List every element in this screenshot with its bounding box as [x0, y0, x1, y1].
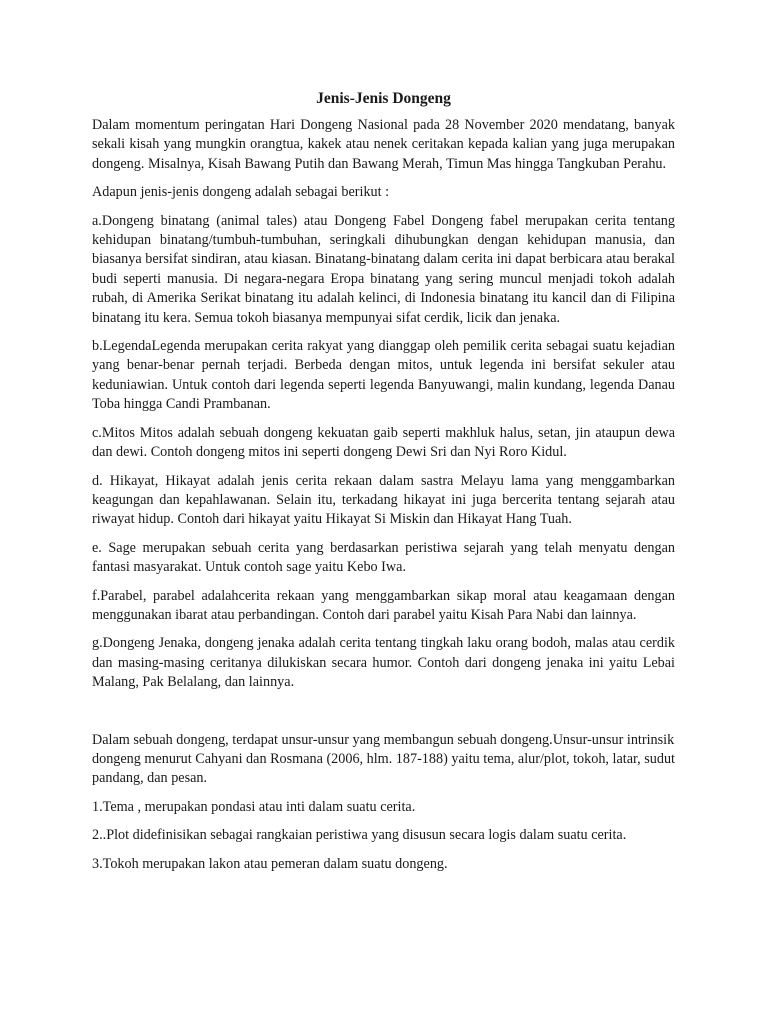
blank-line-spacer [92, 702, 675, 731]
element-item-3: 3.Tokoh merupakan lakon atau pemeran dalam suatu dongeng. [92, 855, 448, 872]
elements-intro-paragraph: Dalam sebuah dongeng, terdapat unsur-unsur yang membangun sebuah dongeng.Unsur-unsur intrinsik dongeng menurut Cahyani dan Rosmana (2006, hlm. 187-188) yaitu tema, alur/plot, tokoh, latar, sudut pandang, dan pesan. [92, 731, 675, 787]
document-title: Jenis-Jenis Dongeng [316, 90, 451, 107]
type-paragraph-c: c.Mitos Mitos adalah sebuah dongeng kekuatan gaib seperti makhluk halus, setan, jin ataupun dewa dan dewi. Contoh dongeng mitos ini seperti dongeng Dewi Sri dan Nyi Roro Kidul. [92, 424, 675, 461]
intro-paragraph: Dalam momentum peringatan Hari Dongeng Nasional pada 28 November 2020 mendatang, banyak sekali kisah yang mungkin orangtua, kakek atau nenek ceritakan kepada kalian yang juga merupakan dongeng. Misalnya, Kisah Bawang Putih dan Bawang Merah, Timun Mas hingga Tangkuban Perahu. [92, 117, 675, 172]
type-paragraph-f: f.Parabel, parabel adalahcerita rekaan yang menggambarkan sikap moral atau keagamaan dengan menggunakan ibarat atau perbandingan. Contoh dari parabel yaitu Kisah Para Nabi dan lainnya. [92, 587, 675, 623]
document-page [92, 88, 675, 883]
types-lead-paragraph: Adapun jenis-jenis dongeng adalah sebagai berikut : [92, 184, 390, 201]
type-paragraph-g: g.Dongeng Jenaka, dongeng jenaka adalah cerita tentang tingkah laku orang bodoh, malas atau cerdik dan masing-masing ceritanya dilukiskan secara humor. Contoh dari dongeng jenaka ini yaitu Lebai Malang, Pak Belalang, dan lainnya. [92, 635, 675, 691]
element-item-1: 1.Tema , merupakan pondasi atau inti dalam suatu cerita. [92, 798, 416, 815]
element-item-2: 2..Plot didefinisikan sebagai rangkaian peristiwa yang disusun secara logis dalam suatu cerita. [92, 827, 627, 844]
type-paragraph-a: a.Dongeng binatang (animal tales) atau Dongeng Fabel Dongeng fabel merupakan cerita tentang kehidupan binatang/tumbuh-tumbuhan, seringkali dihubungkan dengan kehidupan manusia, dan biasanya bersifat sindiran, atau kiasan. Binatang-binatang dalam cerita ini dapat berbicara atau berakal budi seperti manusia. Di negara-negara Eropa binatang yang sering muncul menjadi tokoh adalah rubah, di Amerika Serikat binatang itu adalah kelinci, di Indonesia binatang itu kancil dan di Filipina binatang itu kera. Semua tokoh biasanya mempunyai sifat cerdik, licik dan jenaka. [92, 212, 675, 326]
type-paragraph-d: d. Hikayat, Hikayat adalah jenis cerita rekaan dalam sastra Melayu lama yang menggambarkan keagungan dan kepahlawanan. Selain itu, terkadang hikayat ini juga bercerita tentang sejarah atau riwayat hidup. Contoh dari hikayat yaitu Hikayat Si Miskin dan Hikayat Hang Tuah. [92, 472, 675, 528]
type-paragraph-b: b.LegendaLegenda merupakan cerita rakyat yang dianggap oleh pemilik cerita sebagai suatu kejadian yang benar-benar pernah terjadi. Berbeda dengan mitos, untuk legenda ini bersifat sekuler atau keduniawian. Untuk contoh dari legenda seperti legenda Banyuwangi, malin kundang, legenda Danau Toba hingga Candi Prambanan. [92, 338, 675, 413]
type-paragraph-e: e. Sage merupakan sebuah cerita yang berdasarkan peristiwa sejarah yang telah menyatu dengan fantasi masyarakat. Untuk contoh sage yaitu Kebo Iwa. [92, 539, 675, 576]
